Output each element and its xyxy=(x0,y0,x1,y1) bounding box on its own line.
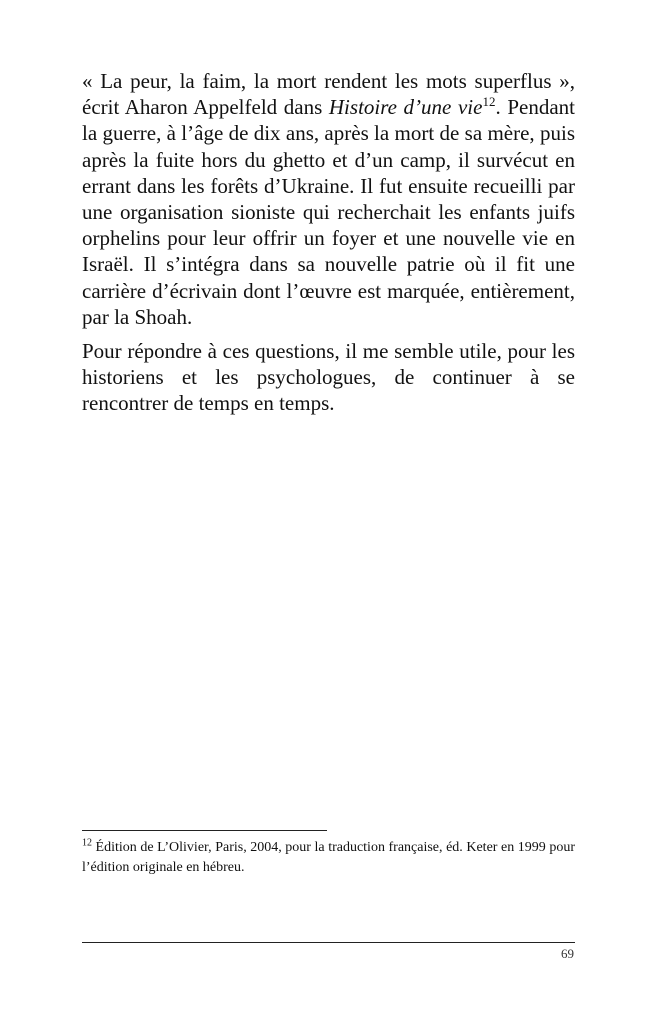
footnote-number: 12 xyxy=(82,837,92,849)
main-text xyxy=(82,68,575,425)
paragraph-1 xyxy=(82,68,575,330)
paragraph-2: Pour répondre à ces questions, il me semble utile, pour les historiens et les psychologues, de continuer à se rencontrer de temps en temps. xyxy=(82,339,575,416)
page-number: 69 xyxy=(561,946,574,961)
footnote-reference[interactable]: 12 xyxy=(482,94,496,110)
paragraph-1-continuation: . Pendant la guerre, à l’âge de dix ans, après la mort de sa mère, puis après la fuite hors du ghetto et d’un camp, il survécut en errant dans les forêts d’Ukraine. Il fut ensuite recueilli par une organisation sioniste qui recherchait les enfants juifs orphelins pour leur offrir un foyer et une nouvelle vie en Israël. Il s’intégra dans sa nouvelle patrie où il fit une carrière d’écrivain dont l’œuvre est marquée, entièrement, par la Shoah. xyxy=(82,95,575,329)
footnote-separator xyxy=(82,830,327,831)
paragraph-1-intro: « La peur, la faim, la mort rendent les mots superflus », écrit Aharon Appelfeld dans xyxy=(82,69,575,120)
footer-divider xyxy=(82,942,575,943)
footnote-text: Édition de L’Olivier, Paris, 2004, pour la traduction française, éd. Keter en 1999 pour l’édition originale en hébreu. xyxy=(82,840,575,875)
book-title: Histoire d’une vie xyxy=(328,95,483,120)
footnote xyxy=(82,838,575,878)
